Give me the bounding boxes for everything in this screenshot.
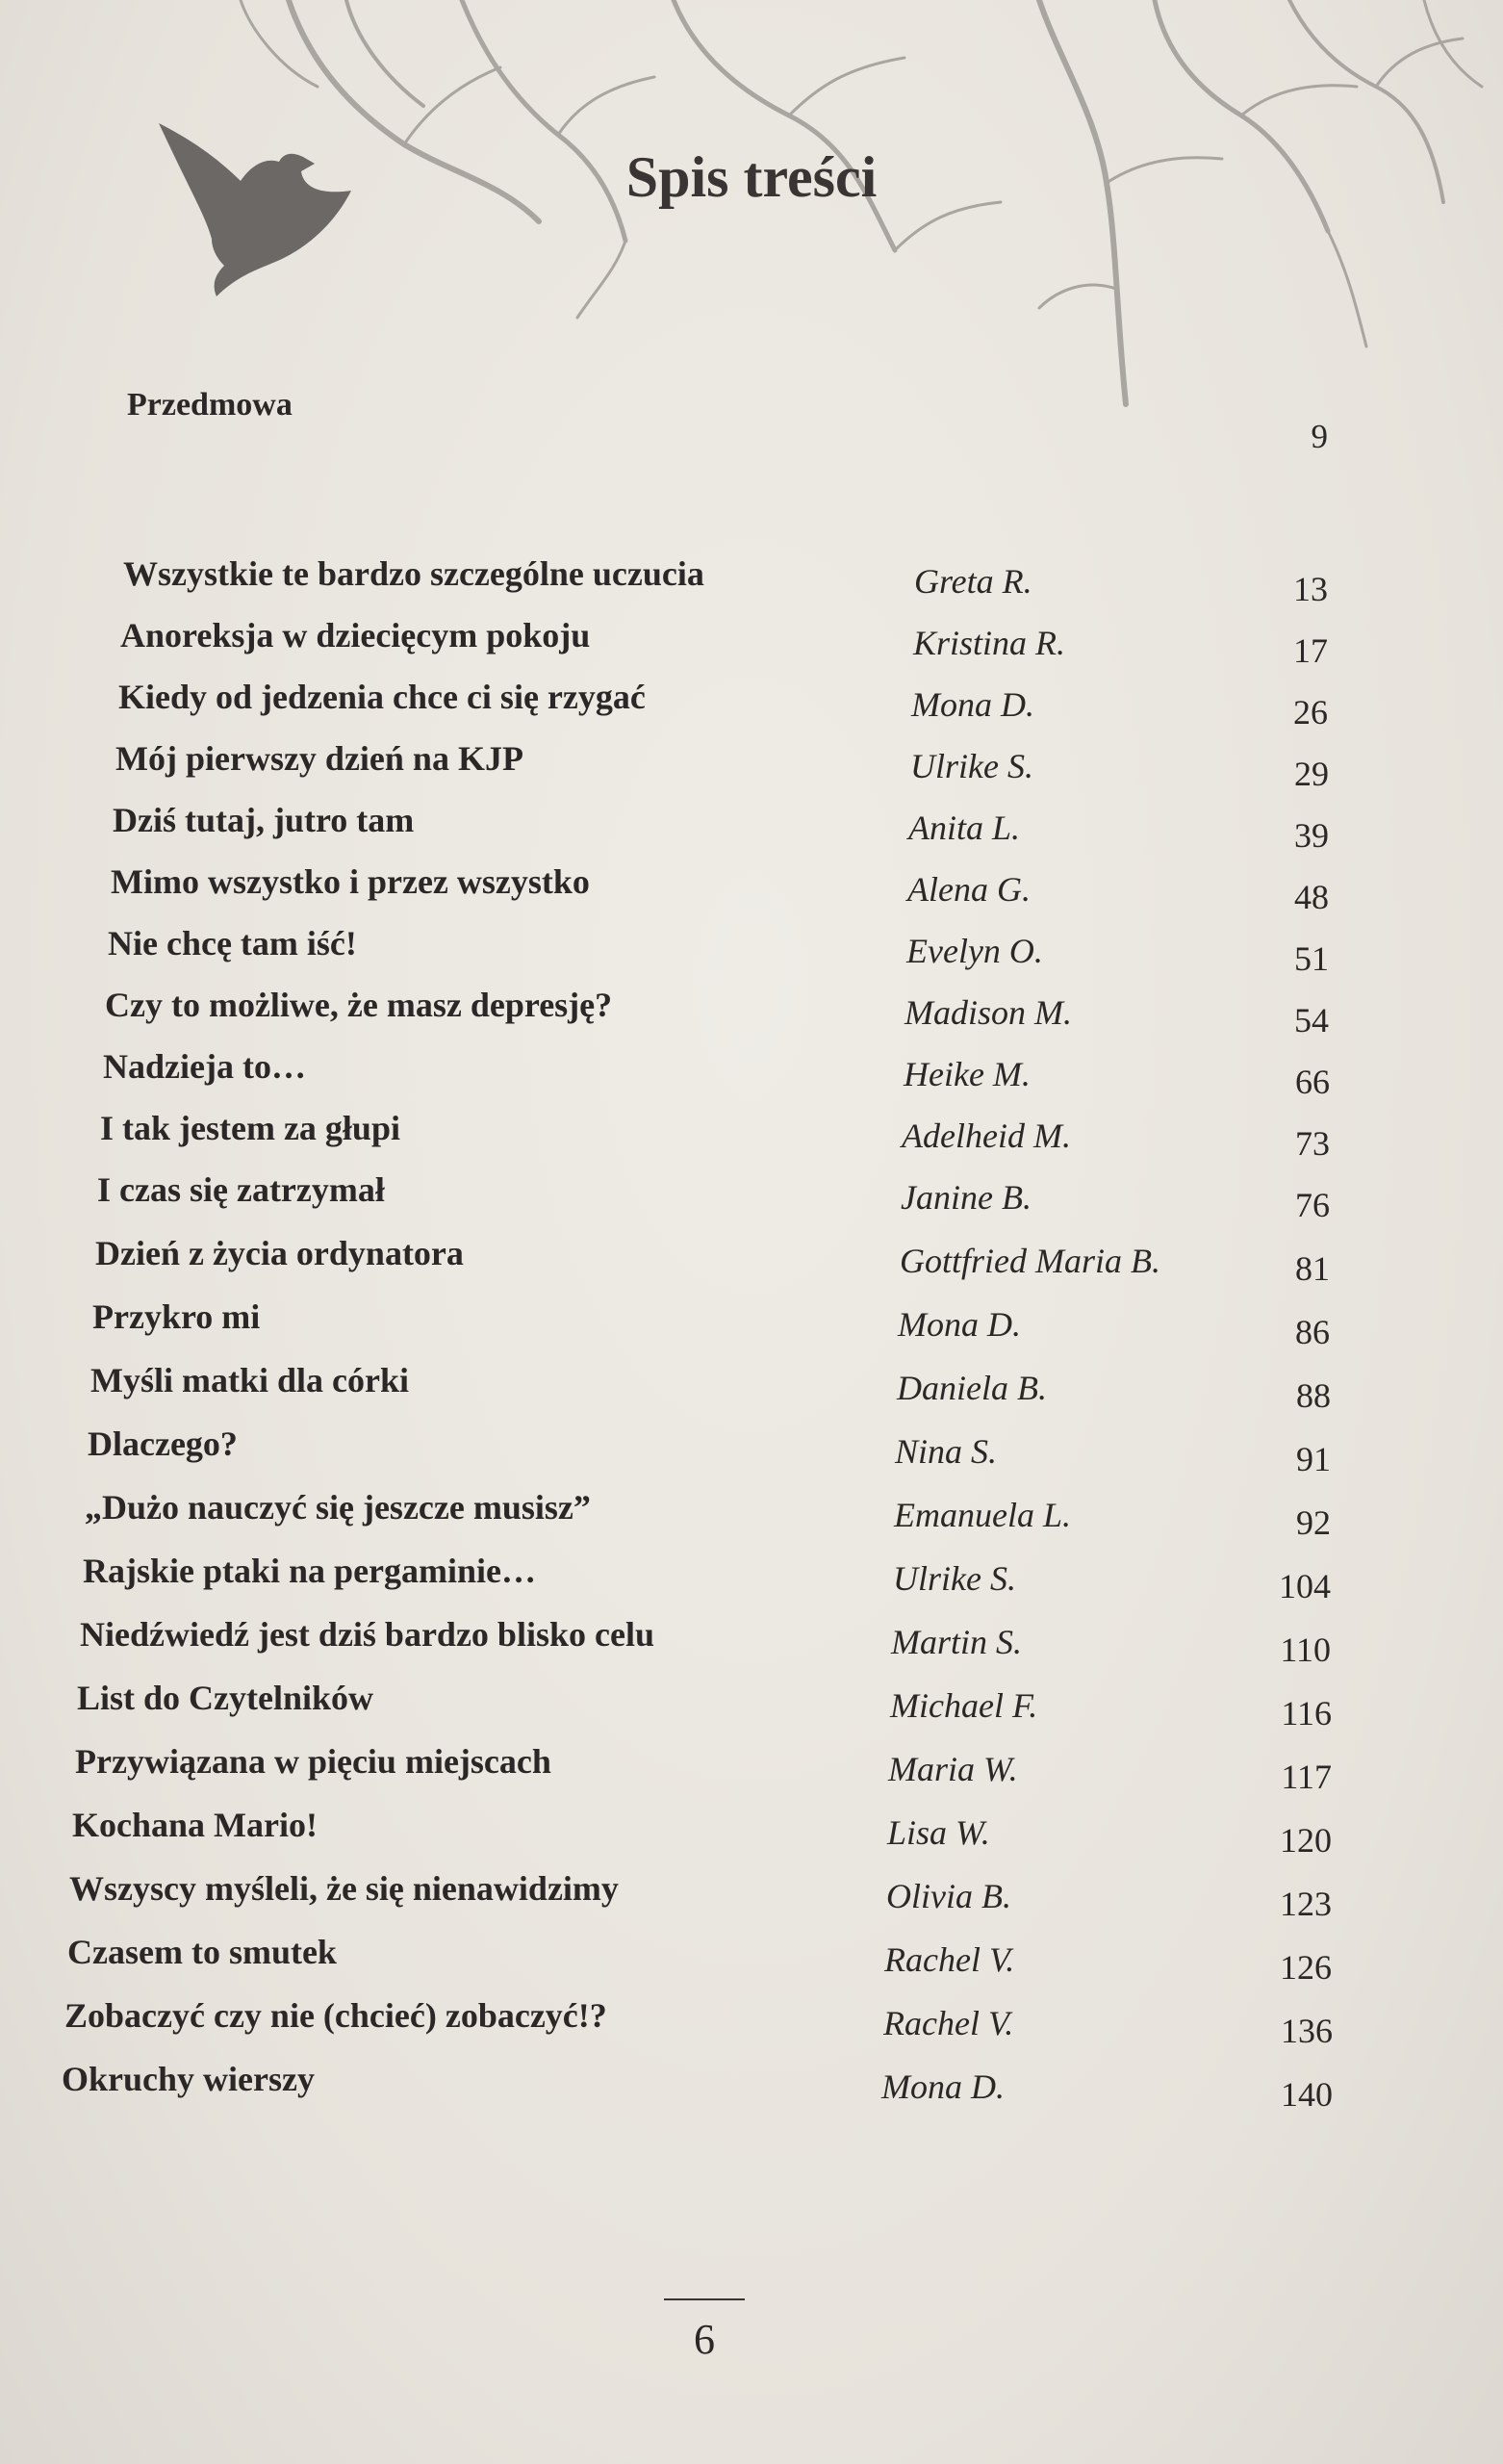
- page-number: 6: [694, 2316, 715, 2363]
- entry-author: Madison M.: [904, 993, 1072, 1032]
- toc-entry: [0, 1995, 1503, 2059]
- entry-page-number: 76: [1295, 1186, 1330, 1224]
- entry-title: Czy to możliwe, że masz depresję?: [105, 986, 613, 1024]
- entry-author: Nina S.: [895, 1432, 998, 1471]
- entry-author: Mona D.: [911, 685, 1034, 724]
- toc-entry: [0, 738, 1503, 800]
- entry-title: Zobaczyć czy nie (chcieć) zobaczyć!?: [64, 1996, 607, 2035]
- toc-entry: [0, 1424, 1503, 1487]
- entry-author: Martin S.: [891, 1623, 1023, 1661]
- toc-entry: [0, 1868, 1503, 1932]
- entry-title: I czas się zatrzymał: [97, 1170, 385, 1209]
- entry-author: Rachel V.: [884, 1940, 1015, 1979]
- entry-title: Dlaczego?: [88, 1424, 238, 1463]
- toc-entry: [0, 1233, 1503, 1296]
- entry-author: Ulrike S.: [910, 747, 1033, 785]
- toc-entry: [0, 800, 1503, 861]
- footer-rule: [664, 2298, 745, 2300]
- toc-entry: [0, 1741, 1503, 1805]
- entry-page-number: 39: [1294, 816, 1329, 855]
- entry-author: Adelheid M.: [902, 1116, 1071, 1155]
- entry-author: Heike M.: [904, 1055, 1031, 1093]
- entry-page-number: 110: [1280, 1630, 1331, 1669]
- toc-entry: [0, 1169, 1503, 1233]
- entry-page-number: 26: [1293, 693, 1328, 732]
- toc-entry: [0, 1551, 1503, 1614]
- entry-page-number: 123: [1280, 1885, 1332, 1923]
- entry-page-number: 117: [1281, 1758, 1332, 1796]
- bird-icon: [159, 114, 356, 311]
- toc-entry: [0, 2059, 1503, 2122]
- entry-page-number: 48: [1294, 878, 1329, 916]
- preface-page-number: 9: [1311, 418, 1328, 455]
- entry-page-number: 73: [1295, 1124, 1330, 1163]
- entry-title: Rajskie ptaki na pergaminie…: [83, 1552, 537, 1590]
- entry-title: Dziś tutaj, jutro tam: [113, 801, 415, 839]
- toc-entry: [0, 1805, 1503, 1868]
- entry-author: Janine B.: [901, 1178, 1032, 1217]
- entry-title: Mój pierwszy dzień na KJP: [115, 739, 523, 778]
- entry-title: „Dużo nauczyć się jeszcze musisz”: [85, 1488, 591, 1527]
- entry-title: List do Czytelników: [77, 1679, 374, 1717]
- toc-entry: [0, 1487, 1503, 1551]
- entry-page-number: 116: [1281, 1694, 1332, 1732]
- entry-author: Greta R.: [914, 562, 1032, 601]
- entry-page-number: 136: [1281, 2012, 1333, 2050]
- toc-entry: [0, 1614, 1503, 1678]
- toc-entry: [0, 1108, 1503, 1169]
- entry-author: Anita L.: [908, 808, 1021, 847]
- entry-title: Nadzieja to…: [103, 1047, 306, 1086]
- entry-page-number: 13: [1293, 570, 1328, 608]
- entry-title: Mimo wszystko i przez wszystko: [111, 862, 590, 901]
- toc-entry: [0, 615, 1503, 677]
- toc-entry: [0, 677, 1503, 738]
- toc-entry: [0, 553, 1503, 615]
- toc-entry: [0, 1046, 1503, 1108]
- entry-author: Alena G.: [907, 870, 1031, 909]
- entry-page-number: 140: [1281, 2075, 1333, 2114]
- entry-title: Przykro mi: [92, 1297, 261, 1336]
- entry-title: Wszyscy myśleli, że się nienawidzimy: [69, 1869, 619, 1908]
- entry-page-number: 29: [1294, 755, 1329, 793]
- toc-entry: [0, 1678, 1503, 1741]
- entry-author: Kristina R.: [913, 624, 1066, 662]
- entry-title: Wszystkie te bardzo szczególne uczucia: [123, 554, 704, 593]
- toc-entry: [0, 1932, 1503, 1995]
- entry-title: Czasem to smutek: [67, 1933, 337, 1971]
- entry-page-number: 86: [1295, 1313, 1330, 1351]
- entry-page-number: 81: [1295, 1249, 1330, 1288]
- entry-title: Dzień z życia ordynatora: [95, 1234, 464, 1272]
- entry-author: Emanuela L.: [894, 1496, 1071, 1534]
- toc-entry: [0, 1360, 1503, 1424]
- entry-page-number: 17: [1293, 631, 1328, 670]
- toc-entry: [0, 923, 1503, 985]
- entry-page-number: 91: [1296, 1440, 1331, 1478]
- entry-title: Anoreksja w dziecięcym pokoju: [120, 616, 591, 654]
- entry-title: Przywiązana w pięciu miejscach: [75, 1742, 551, 1781]
- entry-title: Niedźwiedź jest dziś bardzo blisko celu: [80, 1615, 654, 1654]
- entry-page-number: 51: [1294, 939, 1329, 978]
- entry-author: Mona D.: [898, 1305, 1021, 1344]
- entry-title: Kochana Mario!: [72, 1806, 318, 1844]
- entry-page-number: 126: [1280, 1948, 1332, 1987]
- entry-author: Michael F.: [890, 1686, 1038, 1725]
- entry-author: Evelyn O.: [906, 932, 1043, 970]
- table-of-contents: [0, 553, 1503, 2122]
- entry-page-number: 54: [1294, 1001, 1329, 1040]
- entry-author: Maria W.: [888, 1750, 1018, 1788]
- entry-author: Daniela B.: [897, 1369, 1047, 1407]
- entry-page-number: 104: [1279, 1567, 1331, 1605]
- entry-author: Lisa W.: [887, 1813, 990, 1852]
- page-title: Spis treści: [625, 145, 878, 209]
- entry-page-number: 88: [1296, 1376, 1331, 1415]
- entry-author: Gottfried Maria B.: [900, 1242, 1160, 1280]
- entry-title: Nie chcę tam iść!: [108, 924, 357, 962]
- entry-title: Myśli matki dla córki: [90, 1361, 409, 1399]
- entry-author: Ulrike S.: [893, 1559, 1016, 1598]
- entry-page-number: 120: [1280, 1821, 1332, 1860]
- entry-title: Kiedy od jedzenia chce ci się rzygać: [118, 678, 646, 716]
- entry-author: Mona D.: [881, 2067, 1005, 2106]
- entry-author: Olivia B.: [886, 1877, 1011, 1915]
- entry-title: Okruchy wierszy: [62, 2060, 315, 2098]
- toc-entry: [0, 1296, 1503, 1360]
- entry-title: I tak jestem za głupi: [100, 1109, 400, 1147]
- toc-entry: [0, 861, 1503, 923]
- entry-author: Rachel V.: [883, 2004, 1014, 2042]
- preface-label: Przedmowa: [127, 387, 293, 423]
- entry-page-number: 92: [1296, 1503, 1331, 1542]
- entry-page-number: 66: [1295, 1063, 1330, 1101]
- toc-entry: [0, 985, 1503, 1046]
